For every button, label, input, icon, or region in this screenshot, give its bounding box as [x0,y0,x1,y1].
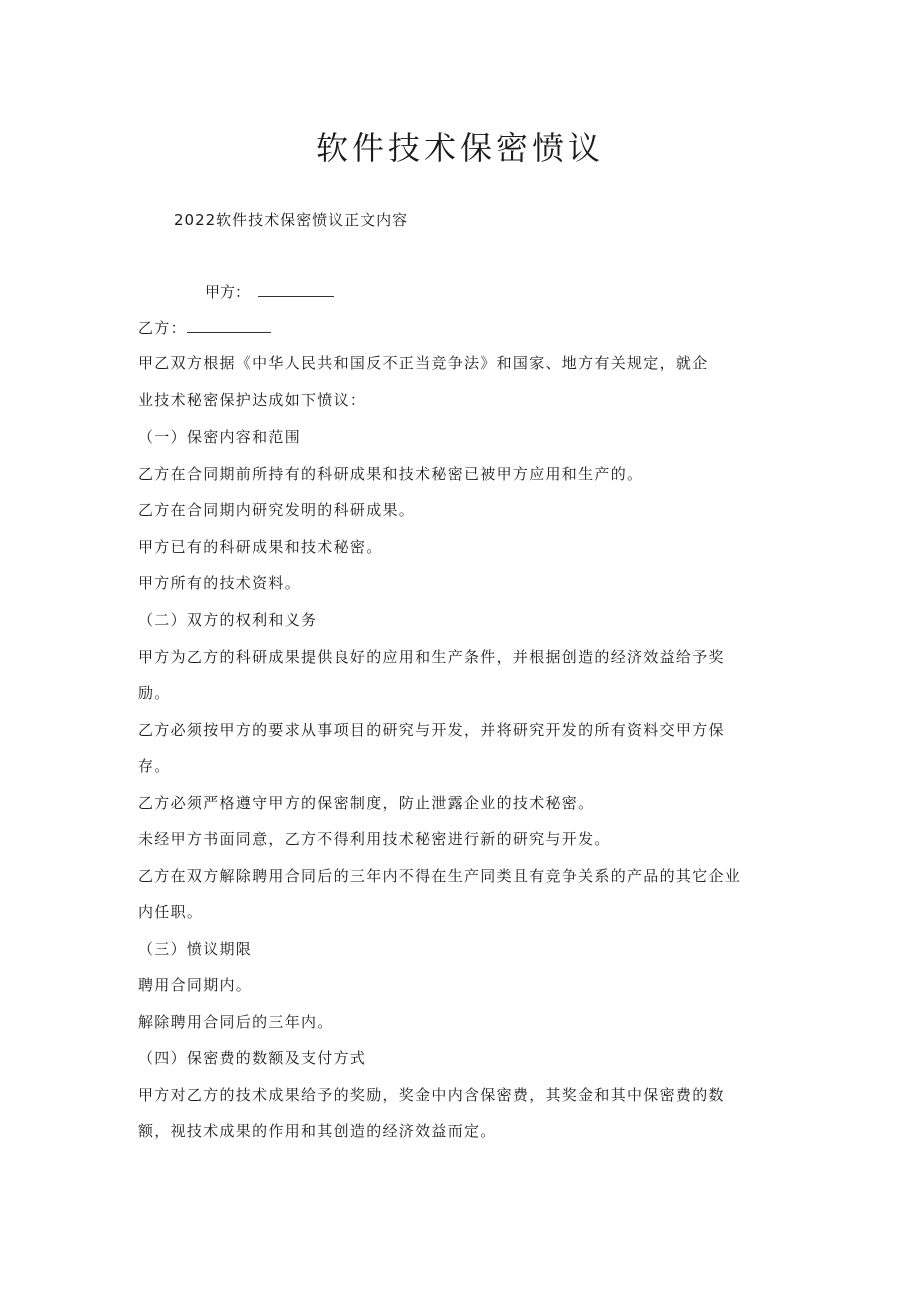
body-line: 甲方已有的科研成果和技术秘密。 [138,538,383,556]
body-line: 乙方在合同期前所持有的科研成果和技术秘密已被甲方应用和生产的。 [138,465,644,483]
party-b-row [138,316,271,340]
body-line: 聘用合同期内。 [138,976,253,994]
body-line: 乙方在双方解除聘用合同后的三年内不得在生产同类且有竞争关系的产品的其它企业 [138,867,742,885]
body-line: 存。 [138,757,171,775]
body-line: 甲方为乙方的科研成果提供良好的应用和生产条件，并根据创造的经济效益给予奖 [138,648,725,666]
party-a-blank [258,282,334,297]
body-line: 内任职。 [138,903,204,921]
body-line: 励。 [138,684,171,702]
party-a-label: 甲方： [205,283,251,301]
section-heading: （三）愤议期限 [138,940,253,958]
party-b-label: 乙方： [138,319,187,337]
body-line: 未经甲方书面同意，乙方不得利用技术秘密进行新的研究与开发。 [138,830,611,848]
body-line: 解除聘用合同后的三年内。 [138,1013,334,1031]
section-heading: （四）保密费的数额及支付方式 [138,1049,367,1067]
party-a-row [205,280,334,304]
body-line: 甲方所有的技术资料。 [138,574,302,592]
body-line: 额，视技术成果的作用和其创造的经济效益而定。 [138,1122,497,1140]
body-line: 业技术秘密保护达成如下愤议： [138,391,367,409]
document-subtitle: 2022软件技术保密愤议正文内容 [174,211,409,229]
body-line: 乙方必须严格遵守甲方的保密制度，防止泄露企业的技术秘密。 [138,794,595,812]
section-heading: （二）双方的权利和义务 [138,611,318,629]
body-line: 乙方在合同期内研究发明的科研成果。 [138,501,416,519]
body-line: 甲方对乙方的技术成果给予的奖励，奖金中内含保密费，其奖金和其中保密费的数 [138,1086,725,1104]
document-title: 软件技术保密愤议 [315,129,604,167]
party-b-blank [187,318,271,333]
section-heading: （一）保密内容和范围 [138,428,302,446]
body-line: 乙方必须按甲方的要求从事项目的研究与开发，并将研究开发的所有资料交甲方保 [138,721,725,739]
body-line: 甲乙双方根据《中华人民共和国反不正当竞争法》和国家、地方有关规定，就企 [138,354,709,372]
